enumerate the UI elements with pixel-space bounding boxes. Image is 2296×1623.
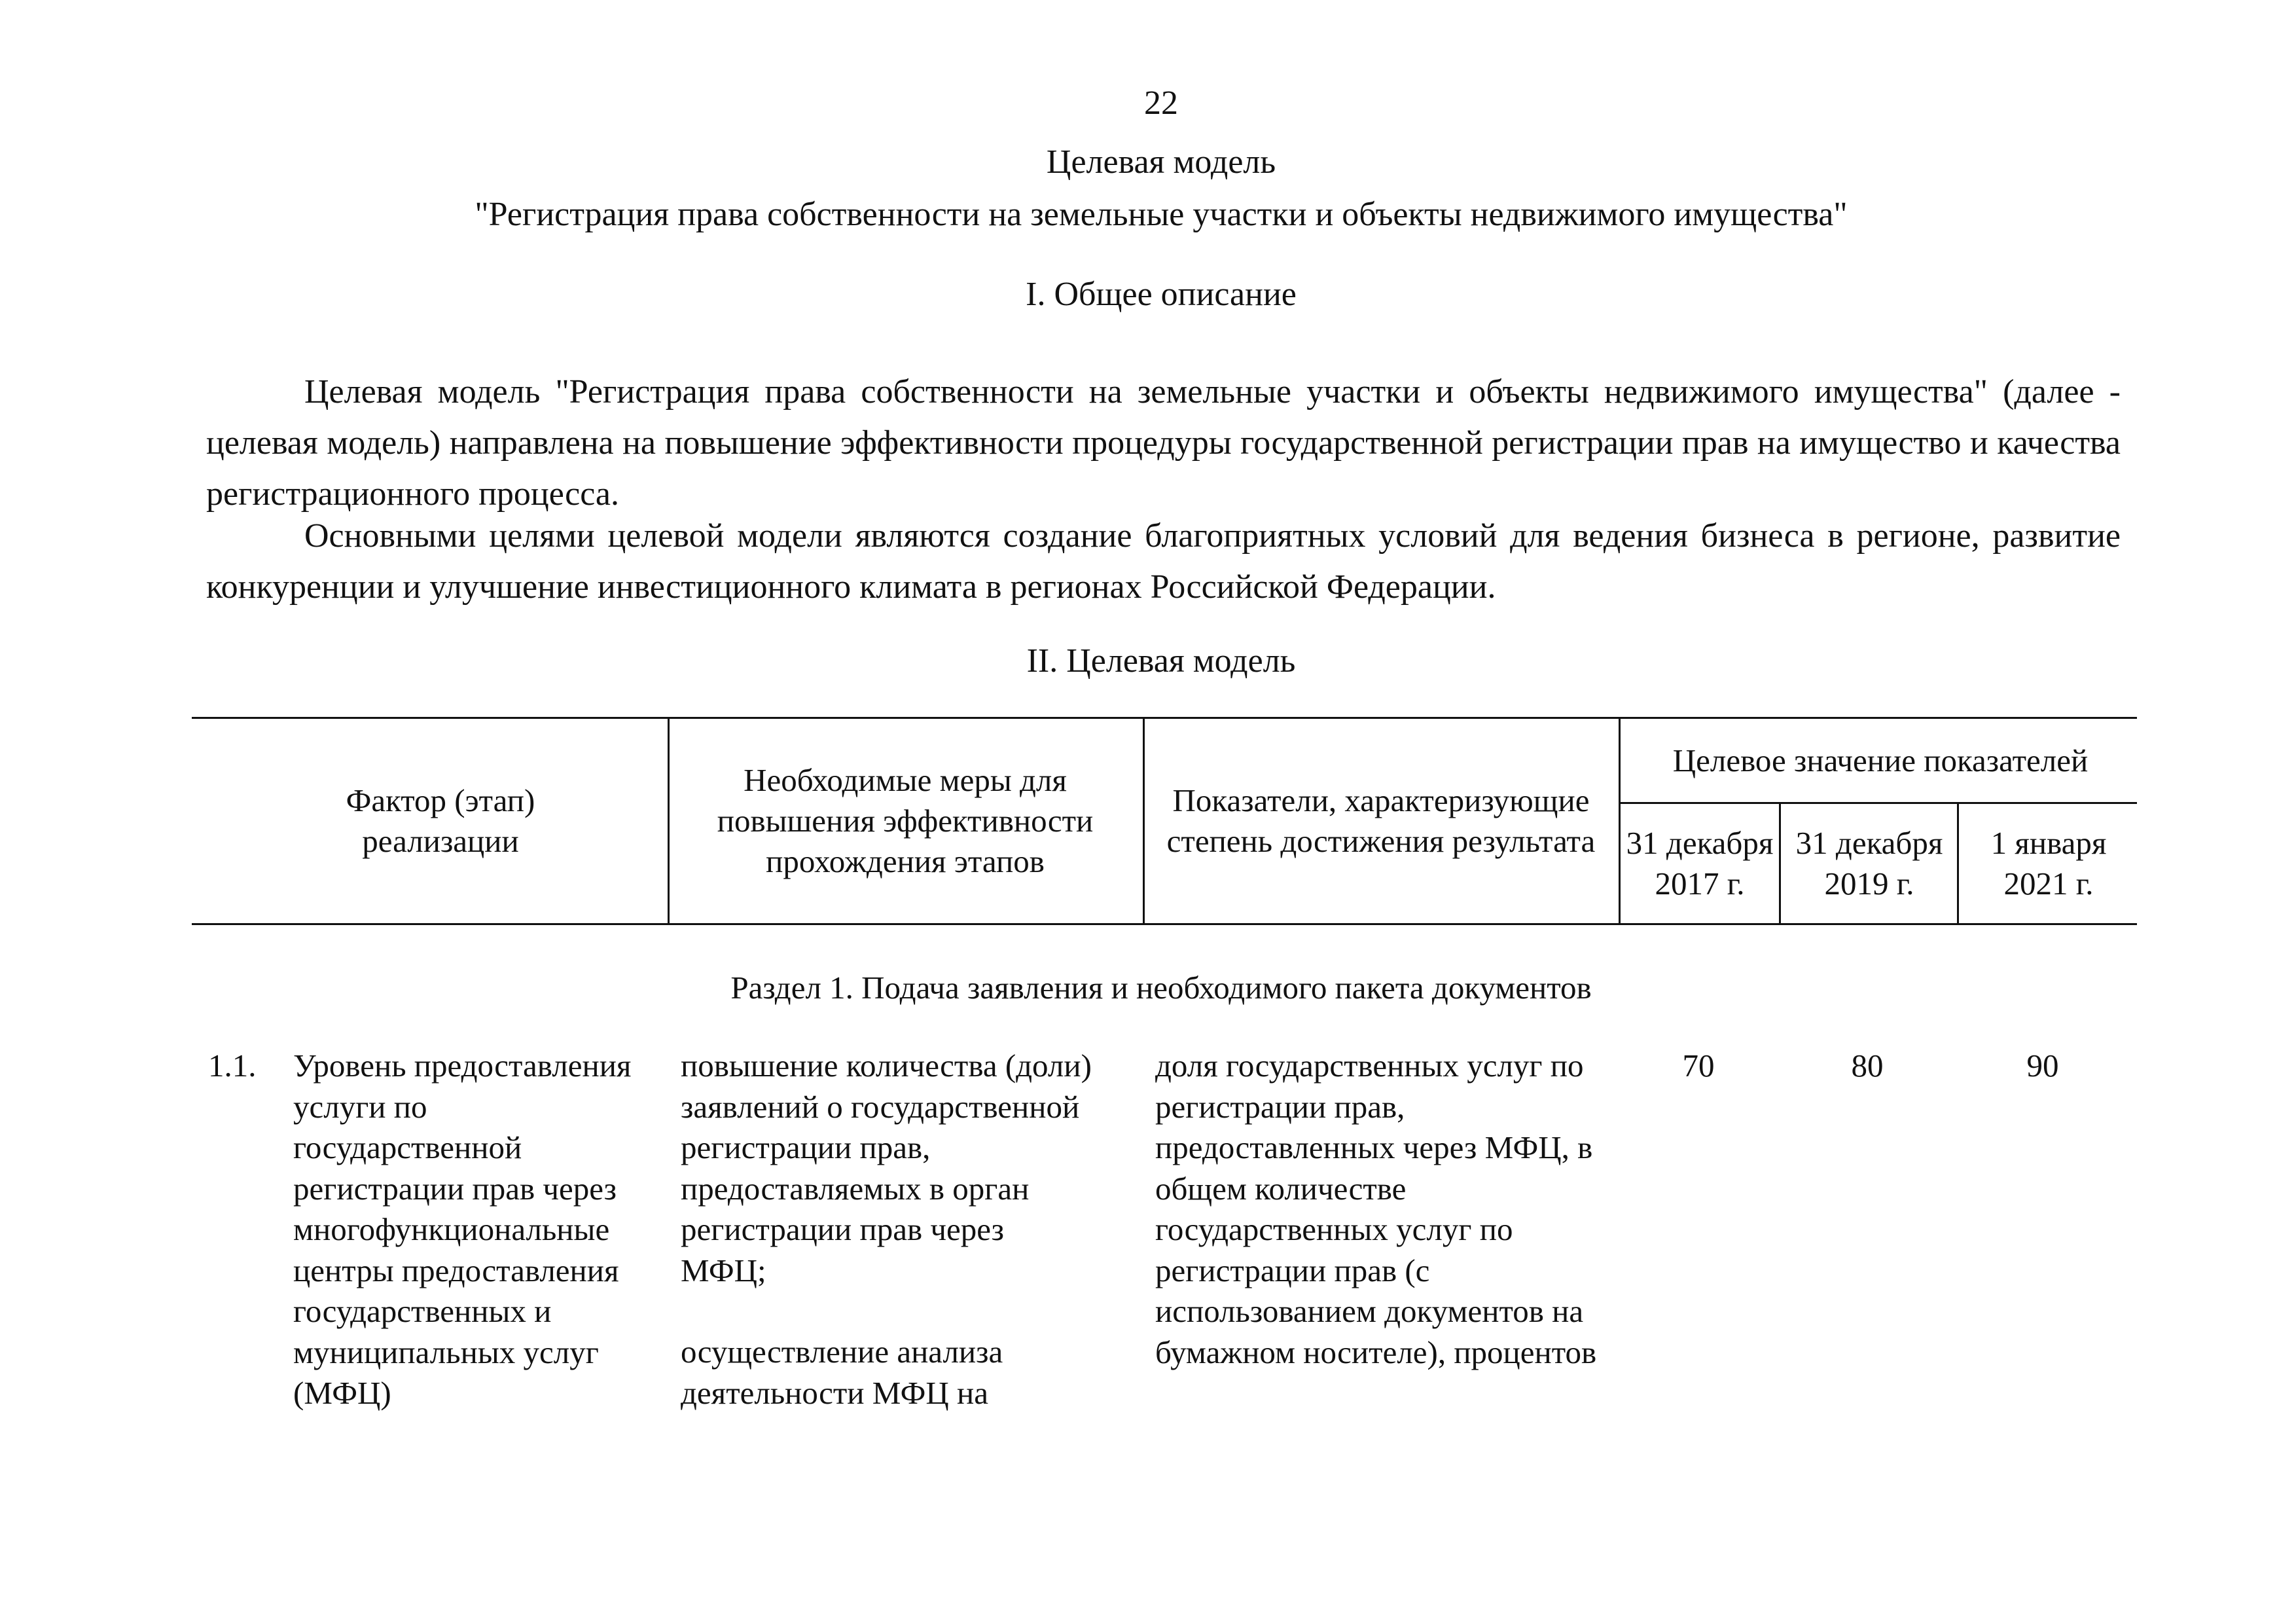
column-divider [1957, 802, 1959, 923]
header-target-value: Целевое значение показателей [1672, 742, 2089, 778]
row-value-2017: 70 [1682, 1048, 1715, 1084]
section-1-heading: I. Общее описание [1026, 276, 1297, 313]
header-date-2021: 1 января 2021 г. [1990, 825, 2107, 902]
row-indicator: доля государственных услуг по регистрации прав, предоставленных через МФЦ, в общем количестве государственных услуг по регистрации прав (с использованием документов на бумажном носителе), процентов [1155, 1048, 1597, 1370]
page-number: 22 [1144, 84, 1178, 122]
document-title [0, 136, 2296, 241]
table-section-title: Раздел 1. Подача заявления и необходимого пакета документов [730, 970, 1592, 1006]
column-divider [668, 719, 670, 923]
section-2-heading: II. Целевая модель [1026, 642, 1296, 680]
row-factor: Уровень предоставления услуги по государственной регистрации прав через многофункциональные центры предоставления государственных и муниципальных услуг (МФЦ) [293, 1048, 632, 1411]
header-indicators: Показатели, характеризующие степень достижения результата [1166, 782, 1596, 859]
header-factor: Фактор (этап) реализации [346, 782, 535, 859]
paragraph-2: Основными целями целевой модели являются создание благоприятных условий для ведения бизнеса в регионе, развитие конкуренции и улучшение инвестиционного климата в регионах Российской Федерации. [206, 517, 2121, 606]
paragraph-1: Целевая модель "Регистрация права собственности на земельные участки и объекты недвижимого имущества" (далее - целевая модель) направлена на повышение эффективности процедуры государственной регистрации прав на имущество и качества регистрационного процесса. [206, 373, 2121, 513]
column-divider [1779, 802, 1781, 923]
header-date-2017: 31 декабря 2017 г. [1626, 825, 1774, 902]
header-date-2019: 31 декабря 2019 г. [1795, 825, 1943, 902]
row-value-2019: 80 [1851, 1048, 1884, 1084]
title-line-1: Целевая модель [1046, 143, 1276, 181]
column-divider [1143, 719, 1145, 923]
row-measure-2: осуществление анализа деятельности МФЦ на [681, 1334, 1003, 1411]
title-line-2: "Регистрация права собственности на земельные участки и объекты недвижимого имущества" [475, 196, 1848, 233]
row-measure-1: повышение количества (доли) заявлений о государственной регистрации прав, предоставляемых в орган регистрации прав через МФЦ; [681, 1048, 1092, 1288]
row-number: 1.1. [208, 1048, 257, 1084]
row-measures [681, 1046, 1093, 1413]
row-value-2021: 90 [2026, 1048, 2059, 1084]
header-measures: Необходимые меры для повышения эффективности прохождения этапов [717, 762, 1094, 879]
table-header [192, 717, 2137, 925]
